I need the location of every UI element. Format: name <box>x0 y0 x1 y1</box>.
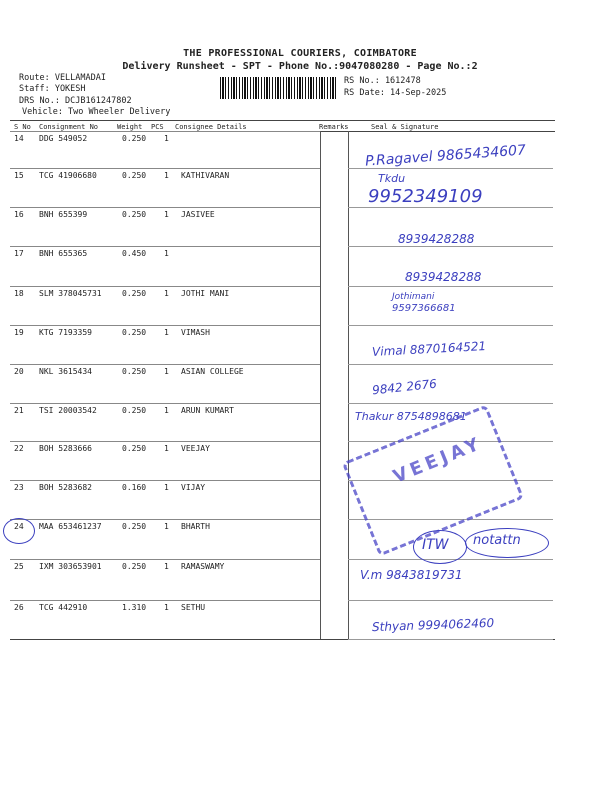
row-weight: 0.250 <box>122 444 147 453</box>
row-consignment-no: TCG 442910 <box>39 603 88 612</box>
handwriting-r26: Sthyan 9994062460 <box>371 615 495 635</box>
col-sno-header: S No <box>14 123 31 131</box>
row-sno: 17 <box>14 249 24 258</box>
barcode <box>220 77 338 99</box>
row-pcs: 1 <box>164 603 169 612</box>
seal-row-separator <box>348 403 553 404</box>
handwriting-r19: Vimal 8870164521 <box>371 339 487 359</box>
row-pcs: 1 <box>164 134 169 143</box>
row-pcs: 1 <box>164 367 169 376</box>
handwriting-r15b: 9952349109 <box>368 186 483 207</box>
handwriting-r14: P.Ragavel 9865434607 <box>364 142 527 170</box>
handwriting-r24a: ITW <box>422 537 449 553</box>
handwriting-r25: V.m 9843819731 <box>360 568 463 582</box>
seal-row-separator <box>348 639 553 640</box>
row-consignee: VIJAY <box>181 483 206 492</box>
handwriting-r18a: Jothimani <box>392 292 435 302</box>
row-consignment-no: BNH 655399 <box>39 210 88 219</box>
col-divider <box>320 131 321 639</box>
row-weight: 0.450 <box>122 249 147 258</box>
row-consignment-no: SLM 378045731 <box>39 289 102 298</box>
row-sno: 15 <box>14 171 24 180</box>
row-weight: 0.250 <box>122 210 147 219</box>
handwriting-r17: 8939428288 <box>405 270 482 284</box>
row-sno: 25 <box>14 562 24 571</box>
row-sno: 24 <box>14 522 24 531</box>
handwriting-r20: 9842 2676 <box>371 376 438 398</box>
row-sno: 16 <box>14 210 24 219</box>
runsheet-subtitle: Delivery Runsheet - SPT - Phone No.:9047080280 - Page No.:2 <box>122 61 478 72</box>
handwriting-r16: 8939428288 <box>398 232 475 246</box>
row-weight: 0.250 <box>122 522 147 531</box>
rs-number: RS No.: 1612478 <box>344 76 421 86</box>
seal-row-separator <box>348 600 553 601</box>
row-sno: 26 <box>14 603 24 612</box>
row-pcs: 1 <box>164 171 169 180</box>
row-weight: 0.250 <box>122 328 147 337</box>
row-separator <box>10 207 320 208</box>
handwriting-r15a: Tkdu <box>378 172 406 185</box>
row-sno: 20 <box>14 367 24 376</box>
row-pcs: 1 <box>164 249 169 258</box>
stamp-text: VEEJAY <box>390 432 486 488</box>
handwriting-r21: Thakur 8754898681 <box>355 410 467 423</box>
row-weight: 0.250 <box>122 289 147 298</box>
row-sno: 22 <box>14 444 24 453</box>
row-consignee: KATHIVARAN <box>181 171 230 180</box>
seal-row-separator <box>348 325 553 326</box>
row-separator <box>10 403 320 404</box>
row-consignment-no: IXM 303653901 <box>39 562 102 571</box>
col-consignee-header: Consignee Details <box>175 123 247 131</box>
row-consignment-no: BOH 5283666 <box>39 444 92 453</box>
row-separator <box>10 559 320 560</box>
row-pcs: 1 <box>164 210 169 219</box>
row-weight: 1.310 <box>122 603 147 612</box>
seal-row-separator <box>348 286 553 287</box>
row-consignment-no: DDG 549052 <box>39 134 88 143</box>
row-separator <box>10 480 320 481</box>
runsheet-title: THE PROFESSIONAL COURIERS, COIMBATORE <box>183 48 417 59</box>
row-sno: 19 <box>14 328 24 337</box>
handwriting-r18b: 9597366681 <box>392 303 456 314</box>
handwriting-r24b: notattn <box>473 533 521 548</box>
drs-number: DRS No.: DCJB161247802 <box>19 96 132 106</box>
col-weight-header: Weight <box>117 123 143 131</box>
row-sno: 18 <box>14 289 24 298</box>
row-pcs: 1 <box>164 289 169 298</box>
row-separator <box>10 519 320 520</box>
row-pcs: 1 <box>164 483 169 492</box>
row-sno: 23 <box>14 483 24 492</box>
col-seal-header: Seal & Signature <box>371 123 439 131</box>
row-pcs: 1 <box>164 328 169 337</box>
row-sno: 14 <box>14 134 24 143</box>
row-consignee: ARUN KUMART <box>181 406 234 415</box>
row-consignee: VEEJAY <box>181 444 210 453</box>
row-separator <box>10 131 320 132</box>
seal-row-separator <box>348 207 553 208</box>
row-consignee: BHARTH <box>181 522 210 531</box>
row-consignee: JOTHI MANI <box>181 289 230 298</box>
row-consignment-no: BOH 5283682 <box>39 483 92 492</box>
row-consignee: JASIVEE <box>181 210 215 219</box>
row-weight: 0.250 <box>122 367 147 376</box>
col-remarks-header: Remarks <box>319 123 349 131</box>
row-24-circle-mark <box>3 518 35 544</box>
row-consignee: ASIAN COLLEGE <box>181 367 244 376</box>
row-consignment-no: KTG 7193359 <box>39 328 92 337</box>
row-weight: 0.250 <box>122 562 147 571</box>
row-pcs: 1 <box>164 562 169 571</box>
row-weight: 0.250 <box>122 134 147 143</box>
row-separator <box>10 364 320 365</box>
row-consignment-no: NKL 3615434 <box>39 367 92 376</box>
row-separator <box>10 600 320 601</box>
col-pcs-header: PCS <box>151 123 164 131</box>
vehicle-label: Vehicle: Two Wheeler Delivery <box>22 107 171 117</box>
row-pcs: 1 <box>164 406 169 415</box>
row-sno: 21 <box>14 406 24 415</box>
seal-row-separator <box>348 364 553 365</box>
row-separator <box>10 441 320 442</box>
table-top-border <box>10 120 555 121</box>
col-consignment-header: Consignment No <box>39 123 99 131</box>
row-pcs: 1 <box>164 522 169 531</box>
row-weight: 0.250 <box>122 171 147 180</box>
row-consignee: SETHU <box>181 603 206 612</box>
row-separator <box>10 246 320 247</box>
row-weight: 0.160 <box>122 483 147 492</box>
row-separator <box>10 168 320 169</box>
row-consignment-no: TSI 20003542 <box>39 406 97 415</box>
row-separator <box>10 325 320 326</box>
row-separator <box>10 286 320 287</box>
rs-date: RS Date: 14-Sep-2025 <box>344 88 447 98</box>
row-weight: 0.250 <box>122 406 147 415</box>
row-consignee: RAMASWAMY <box>181 562 225 571</box>
row-consignment-no: MAA 653461237 <box>39 522 102 531</box>
row-consignee: VIMASH <box>181 328 210 337</box>
seal-row-separator <box>348 246 553 247</box>
staff-label: Staff: YOKESH <box>19 84 86 94</box>
row-consignment-no: TCG 41906680 <box>39 171 97 180</box>
row-consignment-no: BNH 655365 <box>39 249 88 258</box>
row-pcs: 1 <box>164 444 169 453</box>
route-label: Route: VELLAMADAI <box>19 73 106 83</box>
